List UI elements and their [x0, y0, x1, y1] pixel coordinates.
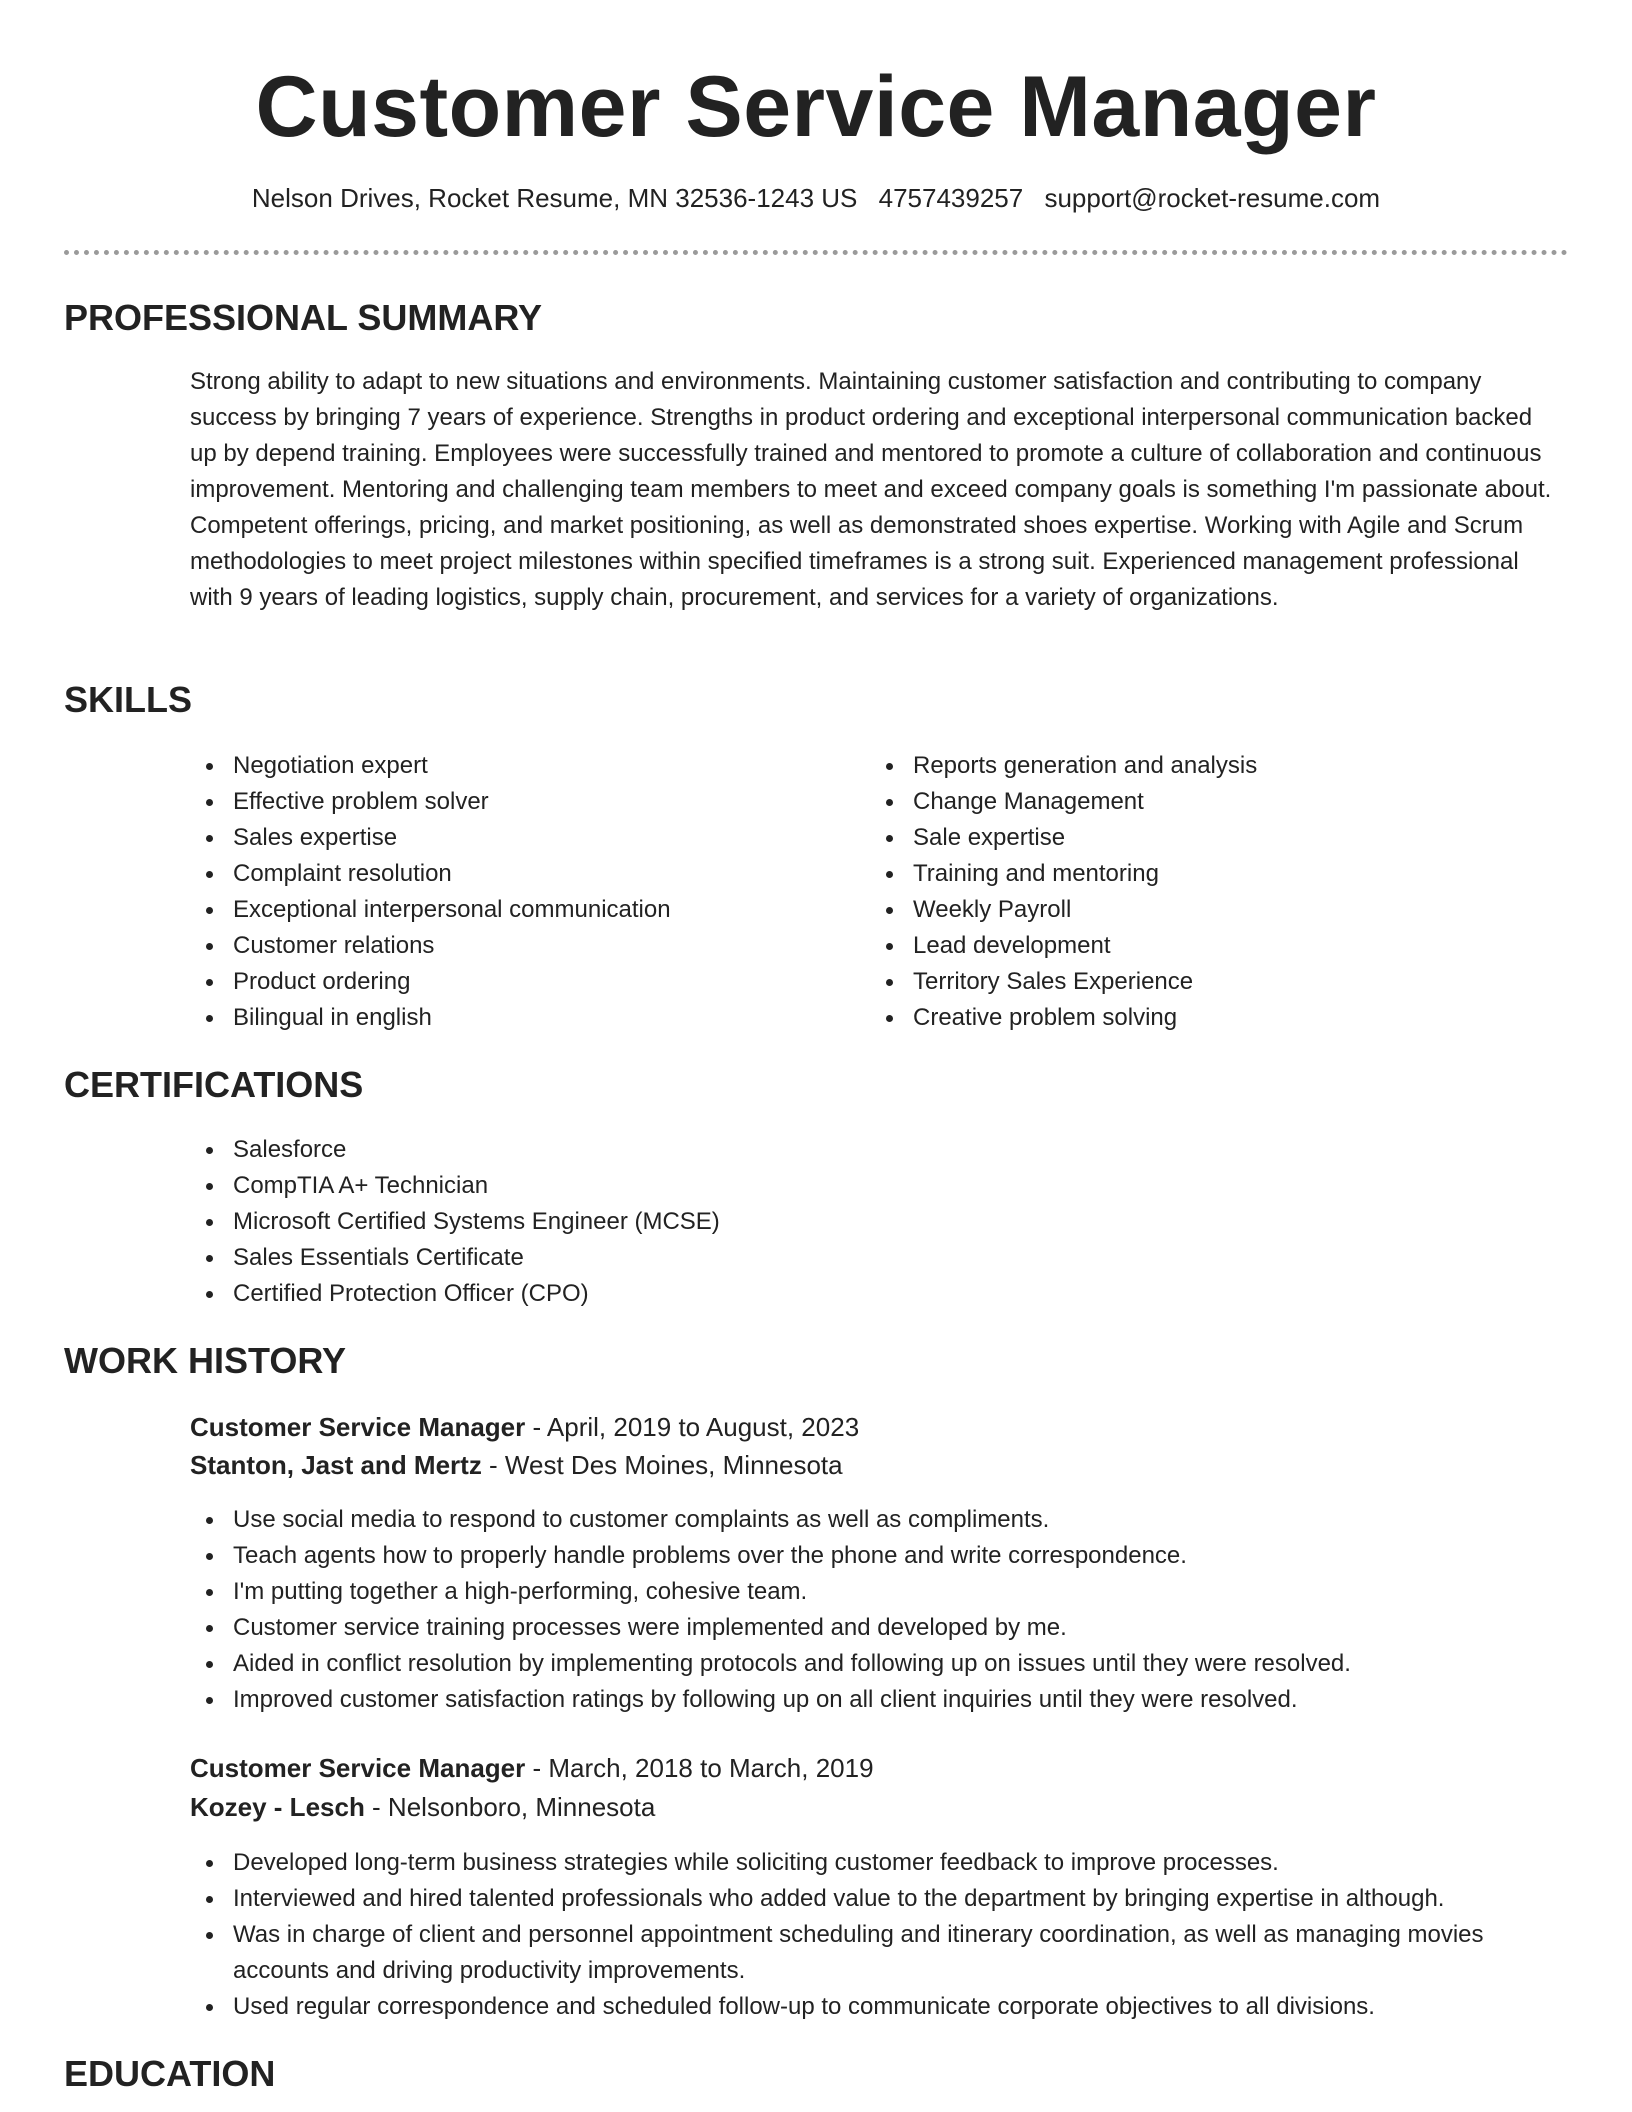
- job-title-line: [190, 1749, 874, 1787]
- skill-item: Creative problem solving: [870, 1000, 1560, 1036]
- skill-item: Bilingual in english: [190, 1000, 850, 1036]
- job-bullet: Use social media to respond to customer complaints as well as compliments.: [190, 1502, 1570, 1538]
- job-bullet: Developed long-term business strategies while soliciting customer feedback to improve processes.: [190, 1845, 1570, 1881]
- job-company: Kozey - Lesch: [190, 1792, 365, 1822]
- job-dates: - March, 2018 to March, 2019: [525, 1753, 874, 1783]
- skill-item: Reports generation and analysis: [870, 748, 1560, 784]
- job-title-line: [190, 1408, 859, 1446]
- job-bullet-list: [190, 1502, 1570, 1718]
- skill-item: Sale expertise: [870, 820, 1560, 856]
- job-bullet: Was in charge of client and personnel appointment scheduling and itinerary coordination, as well as managing movies accounts and driving productivity improvements.: [190, 1917, 1570, 1989]
- job-dates: - April, 2019 to August, 2023: [525, 1412, 860, 1442]
- job-bullet-list: [190, 1845, 1570, 2025]
- skill-item: Weekly Payroll: [870, 892, 1560, 928]
- skill-item: Negotiation expert: [190, 748, 850, 784]
- job-company: Stanton, Jast and Mertz: [190, 1450, 482, 1480]
- skill-item: Customer relations: [190, 928, 850, 964]
- job-bullets-block: [190, 1502, 1570, 1718]
- job-bullet: Teach agents how to properly handle problems over the phone and write correspondence.: [190, 1538, 1570, 1574]
- section-title-education: EDUCATION: [64, 2053, 276, 2094]
- job-bullet: Customer service training processes were implemented and developed by me.: [190, 1610, 1570, 1646]
- job-bullet: Improved customer satisfaction ratings by following up on all client inquiries until they were resolved.: [190, 1682, 1570, 1718]
- job-bullet: Aided in conflict resolution by implementing protocols and following up on issues until they were resolved.: [190, 1646, 1570, 1682]
- job-role: Customer Service Manager: [190, 1753, 526, 1783]
- section-title-work-history: WORK HISTORY: [64, 1340, 347, 1381]
- certifications-block: [190, 1132, 1560, 1312]
- certification-item: Sales Essentials Certificate: [190, 1240, 1560, 1276]
- job-location: - Nelsonboro, Minnesota: [364, 1792, 656, 1822]
- skills-list-right: [870, 748, 1560, 1036]
- certification-item: Certified Protection Officer (CPO): [190, 1276, 1560, 1312]
- job-location: - West Des Moines, Minnesota: [481, 1450, 843, 1480]
- summary-text: Strong ability to adapt to new situations and environments. Maintaining customer satisfaction and contributing to company success by bringing 7 years of experience. Strengths in product ordering and exceptional interpersonal communication backed up by depend training. Employees were successfully trained and mentored to promote a culture of collaboration and continuous improvement. Mentoring and challenging team members to meet and exceed company goals is something I'm passionate about. Competent offerings, pricing, and market positioning, as well as demonstrated shoes expertise. Working with Agile and Scrum methodologies to meet project milestones within specified timeframes is a strong suit. Experienced management professional with 9 years of leading logistics, supply chain, procurement, and services for a variety of organizations.: [190, 368, 1552, 611]
- skills-list-left: [190, 748, 850, 1036]
- skill-item: Effective problem solver: [190, 784, 850, 820]
- skills-right-column: [870, 748, 1560, 1036]
- job-bullet: I'm putting together a high-performing, cohesive team.: [190, 1574, 1570, 1610]
- job-company-line: [190, 1446, 843, 1484]
- contact-phone: 4757439257: [878, 183, 1024, 213]
- certification-item: Salesforce: [190, 1132, 1560, 1168]
- section-title-summary: PROFESSIONAL SUMMARY: [64, 297, 543, 338]
- section-title-certifications: CERTIFICATIONS: [64, 1064, 364, 1105]
- skill-item: Territory Sales Experience: [870, 964, 1560, 1000]
- skill-item: Product ordering: [190, 964, 850, 1000]
- certifications-list: [190, 1132, 1560, 1312]
- section-title-skills: SKILLS: [64, 679, 193, 720]
- resume-name-title: Customer Service Manager: [255, 59, 1377, 155]
- skill-item: Lead development: [870, 928, 1560, 964]
- job-bullet: Interviewed and hired talented professionals who added value to the department by bringing expertise in although.: [190, 1881, 1570, 1917]
- skill-item: Sales expertise: [190, 820, 850, 856]
- skills-left-column: [190, 748, 850, 1036]
- contact-line: [0, 180, 1632, 216]
- contact-address: Nelson Drives, Rocket Resume, MN 32536-1243 US: [251, 183, 858, 213]
- skill-item: Change Management: [870, 784, 1560, 820]
- skill-item: Exceptional interpersonal communication: [190, 892, 850, 928]
- skill-item: Training and mentoring: [870, 856, 1560, 892]
- certification-item: CompTIA A+ Technician: [190, 1168, 1560, 1204]
- job-bullets-block: [190, 1845, 1570, 2025]
- job-bullet: Used regular correspondence and scheduled follow-up to communicate corporate objectives to all divisions.: [190, 1989, 1570, 2025]
- job-role: Customer Service Manager: [190, 1412, 526, 1442]
- certification-item: Microsoft Certified Systems Engineer (MCSE): [190, 1204, 1560, 1240]
- job-company-line: [190, 1788, 655, 1826]
- skill-item: Complaint resolution: [190, 856, 850, 892]
- header-divider: [64, 250, 1568, 255]
- contact-email[interactable]: support@rocket-resume.com: [1044, 183, 1381, 213]
